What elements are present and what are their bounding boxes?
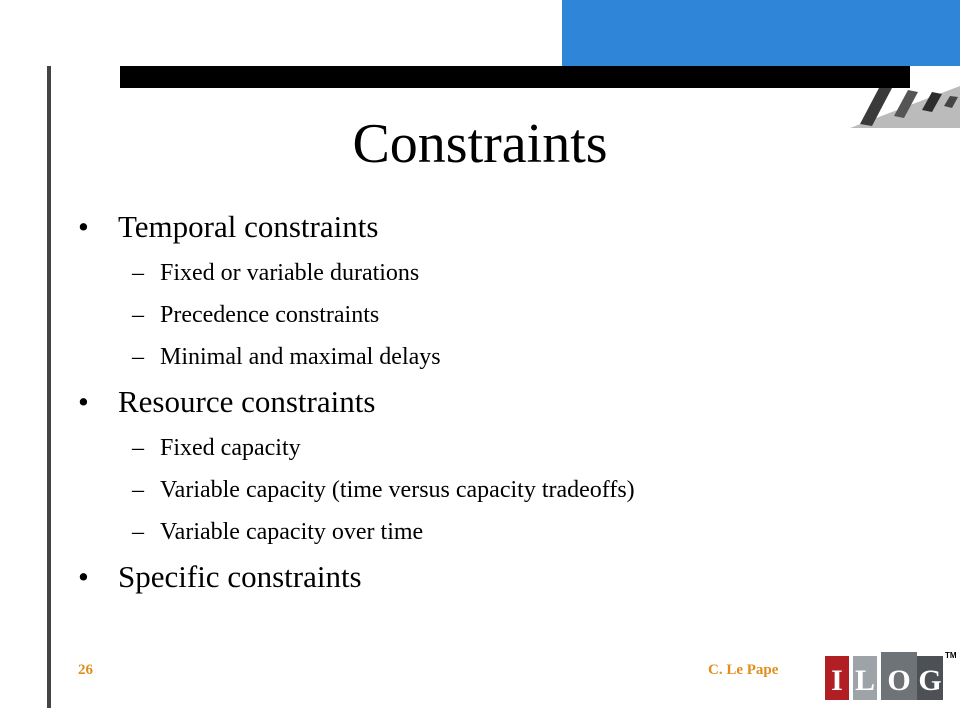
bullet-text: Specific constraints [118,559,362,594]
logo-letter-g: G [918,664,942,697]
dash-marker: – [132,260,144,286]
logo-letter-o: O [887,664,911,697]
logo-letter-i: I [831,664,843,697]
ilog-logo [825,648,955,704]
sub-bullet-item [78,301,918,329]
sub-bullet-item [78,343,918,371]
bullet-list [78,196,918,595]
bullet-marker: • [78,209,89,244]
sub-bullet-text: Precedence constraints [160,302,380,328]
dash-marker: – [132,302,144,328]
dash-marker: – [132,477,144,503]
bullet-item [78,559,918,595]
slide-title: Constraints [352,113,608,175]
bullet-text: Resource constraints [118,384,376,419]
page-number: 26 [78,662,93,678]
dash-marker: – [132,435,144,461]
sub-bullet-item [78,476,918,504]
dash-marker: – [132,519,144,545]
trademark-mark: TM [945,651,957,660]
bullet-item [78,209,918,245]
bullet-marker: • [78,384,89,419]
sub-bullet-item [78,518,918,546]
bullet-marker: • [78,559,89,594]
logo-letter-l: L [854,664,876,697]
title-bar [120,66,910,88]
sub-bullet-text: Minimal and maximal delays [160,344,441,370]
sub-bullet-text: Fixed capacity [160,435,301,461]
sub-bullet-item [78,434,918,462]
bullet-item [78,384,918,420]
sub-bullet-item [78,259,918,287]
sub-bullet-text: Fixed or variable durations [160,260,420,286]
sub-bullet-text: Variable capacity (time versus capacity tradeoffs) [160,477,635,503]
author-name: C. Le Pape [708,662,779,678]
corner-accent-block [562,0,960,66]
sub-bullet-text: Variable capacity over time [160,519,424,545]
bullet-text: Temporal constraints [118,209,379,244]
dash-marker: – [132,344,144,370]
